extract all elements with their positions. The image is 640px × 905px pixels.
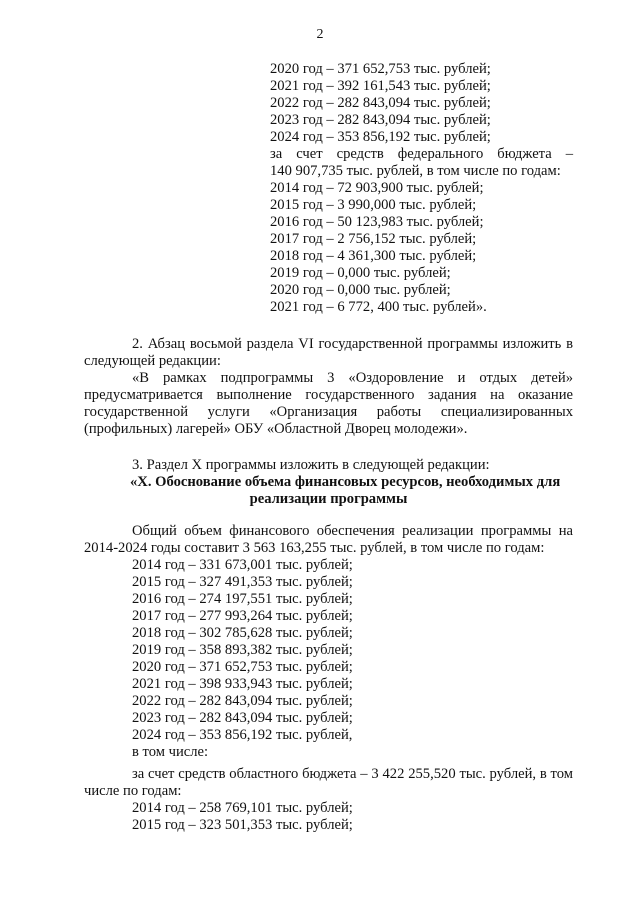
list-item: 2024 год – 353 856,192 тыс. рублей,	[132, 727, 353, 743]
list-item: 2021 год – 6 772, 400 тыс. рублей».	[270, 299, 487, 315]
list-item: 2015 год – 3 990,000 тыс. рублей;	[270, 197, 477, 213]
list-item: 2021 год – 392 161,543 тыс. рублей;	[270, 78, 491, 94]
item2-quote-line2: предусматривается выполнение государственного задания на оказание	[84, 387, 573, 403]
total-line2: 2014-2024 годы составит 3 563 163,255 тыс. рублей, в том числе по годам:	[84, 540, 545, 556]
list-item: 2020 год – 371 652,753 тыс. рублей;	[270, 61, 491, 77]
list-item: 2015 год – 327 491,353 тыс. рублей;	[132, 574, 353, 590]
list-item: 2020 год – 371 652,753 тыс. рублей;	[132, 659, 353, 675]
federal-intro-line1: за счет средств федерального бюджета –	[270, 146, 573, 162]
list-item: 2017 год – 2 756,152 тыс. рублей;	[270, 231, 477, 247]
regional-line2: числе по годам:	[84, 783, 182, 799]
list-item: 2016 год – 274 197,551 тыс. рублей;	[132, 591, 353, 607]
item2-quote-line4: (профильных) лагерей» ОБУ «Областной Дворец молодежи».	[84, 421, 468, 437]
list-item: 2020 год – 0,000 тыс. рублей;	[270, 282, 451, 298]
item2-line2: следующей редакции:	[84, 353, 221, 369]
list-item: 2022 год – 282 843,094 тыс. рублей;	[270, 95, 491, 111]
including-label: в том числе:	[132, 744, 209, 760]
section-heading-line2: реализации программы	[249, 491, 408, 507]
list-item: 2018 год – 302 785,628 тыс. рублей;	[132, 625, 353, 641]
list-item: 2014 год – 258 769,101 тыс. рублей;	[132, 800, 353, 816]
list-item: 2024 год – 353 856,192 тыс. рублей;	[270, 129, 491, 145]
item2-line1: 2. Абзац восьмой раздела VI государственной программы изложить в	[132, 336, 573, 352]
federal-intro-line2: 140 907,735 тыс. рублей, в том числе по годам:	[270, 163, 561, 179]
list-item: 2018 год – 4 361,300 тыс. рублей;	[270, 248, 477, 264]
page-number: 2	[316, 27, 324, 42]
regional-line1: за счет средств областного бюджета – 3 422 255,520 тыс. рублей, в том	[132, 766, 573, 782]
list-item: 2022 год – 282 843,094 тыс. рублей;	[132, 693, 353, 709]
list-item: 2014 год – 72 903,900 тыс. рублей;	[270, 180, 484, 196]
section-heading-line1: «X. Обоснование объема финансовых ресурсов, необходимых для	[130, 474, 561, 490]
item3-intro: 3. Раздел X программы изложить в следующей редакции:	[132, 457, 490, 473]
list-item: 2019 год – 0,000 тыс. рублей;	[270, 265, 451, 281]
list-item: 2014 год – 331 673,001 тыс. рублей;	[132, 557, 353, 573]
list-item: 2019 год – 358 893,382 тыс. рублей;	[132, 642, 353, 658]
item2-quote-line3: государственной услуги «Организация работы специализированных	[84, 404, 573, 420]
list-item: 2023 год – 282 843,094 тыс. рублей;	[132, 710, 353, 726]
list-item: 2023 год – 282 843,094 тыс. рублей;	[270, 112, 491, 128]
list-item: 2016 год – 50 123,983 тыс. рублей;	[270, 214, 484, 230]
total-line1: Общий объем финансового обеспечения реализации программы на	[132, 523, 573, 539]
list-item: 2021 год – 398 933,943 тыс. рублей;	[132, 676, 353, 692]
list-item: 2017 год – 277 993,264 тыс. рублей;	[132, 608, 353, 624]
list-item: 2015 год – 323 501,353 тыс. рублей;	[132, 817, 353, 833]
item2-quote-line1: «В рамках подпрограммы 3 «Оздоровление и отдых детей»	[132, 370, 573, 386]
